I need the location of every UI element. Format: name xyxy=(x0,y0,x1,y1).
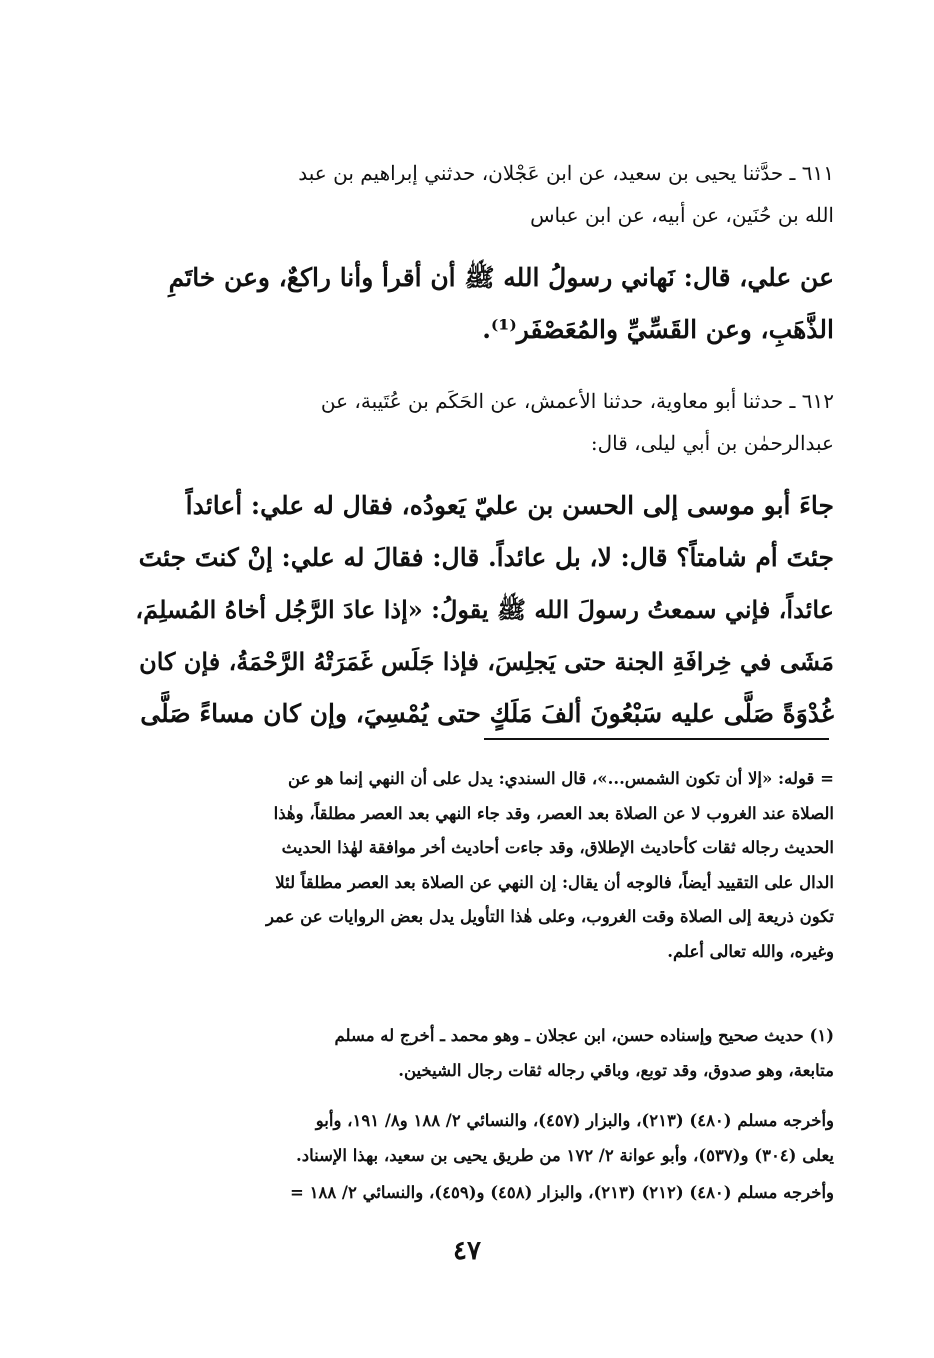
hadith-612-isnad-line: ٦١٢ ـ حدثنا أبو معاوية، حدثنا الأعمش، عن الحَكَم بن عُتَيبة، عن xyxy=(320,389,834,413)
hadith-612-matn-line: عائداً، فإني سمعتُ رسولَ الله ﷺ يقولُ: «إذا عادَ الرَّجُل أخاهُ المُسلِمَ، xyxy=(135,595,834,624)
page-number: ٤٧ xyxy=(453,1236,481,1266)
hadith-612-matn-line: غُدْوَةً صَلَّى عليه سَبْعُونَ ألفَ مَلَكٍ حتى يُمْسِيَ، وإن كان مساءً صَلَّى xyxy=(140,699,834,728)
footnote-line: (١) حديث صحيح وإسناده حسن، ابن عجلان ـ وهو محمد ـ أخرج له مسلم xyxy=(334,1026,834,1045)
footnote-takhrij-2 xyxy=(132,1176,834,1211)
footnote-line: وأخرجه مسلم (٤٨٠) (٢١٢) (٢١٣)، والبزار (٤٥٨) و(٤٥٩)، والنسائي ٢/ ١٨٨ = xyxy=(290,1183,834,1202)
hadith-612-matn xyxy=(132,480,834,740)
footnote-1 xyxy=(132,1019,834,1088)
footnote-line: تكون ذريعة إلى الصلاة وقت الغروب، وعلى هٰذا التأويل يدل بعض الروايات عن عمر xyxy=(265,907,834,926)
hadith-611-isnad-line: ٦١١ ـ حدَّثنا يحيى بن سعيد، عن ابن عَجْلان، حدثني إبراهيم بن عبد xyxy=(298,161,834,185)
footnote-line: متابعة، وهو صدوق، وقد توبع، وباقي رجاله ثقات رجال الشيخين. xyxy=(398,1060,834,1080)
hadith-611-matn-line: عن علي، قال: نَهاني رسولُ الله ﷺ أن أقرأ وأنا راكعٌ، وعن خاتَمِ xyxy=(168,263,834,292)
footnote-divider xyxy=(484,738,829,740)
footnote-line: يعلى (٣٠٤) و(٥٣٧)، وأبو عوانة ٢/ ١٧٢ من طريق يحيى بن سعيد، بهذا الإسناد. xyxy=(296,1145,834,1165)
footnote-line: الصلاة عند الغروب لا عن الصلاة بعد العصر، وقد جاء النهي بعد العصر مطلقاً، وهٰذا xyxy=(273,803,834,823)
hadith-612-matn-line: جئتَ أم شامتاً؟ قال: لا، بل عائداً. قال: فقالَ له علي: إنْ كنتَ جئتَ xyxy=(138,543,834,572)
hadith-612-isnad xyxy=(132,380,834,464)
footnote-line: الدال على التقييد أيضاً، فالوجه أن يقال: إن النهي عن الصلاة بعد العصر مطلقاً لئلا xyxy=(275,872,834,892)
footnote-line: الحديث رجاله ثقات كأحاديث الإطلاق، وقد جاءت أحاديث أخر موافقة لهٰذا الحديث xyxy=(281,838,834,857)
hadith-611-matn xyxy=(132,252,834,356)
hadith-611-isnad-line: الله بن حُنَين، عن أبيه، عن ابن عباس xyxy=(530,203,834,227)
footnote-line: وغيره، والله تعالى أعلم. xyxy=(667,941,834,961)
hadith-612-matn-line: جاءَ أبو موسى إلى الحسن بن عليّ يَعودُه، فقال له علي: أعائداً xyxy=(185,491,834,520)
footnote-line: = قوله: «إلا أن تكون الشمس...»، قال السندي: يدل على أن النهي إنما هو عن xyxy=(288,769,834,788)
hadith-612-isnad-line: عبدالرحمٰن بن أبي ليلى، قال: xyxy=(590,431,834,455)
footnote-continuation xyxy=(132,762,834,969)
hadith-612-matn-line: مَشَى في خِرافَةِ الجنة حتى يَجلِسَ، فإذا جَلَس غَمَرَتْهُ الرَّحْمَةُ، فإن كان xyxy=(139,647,834,676)
footnote-takhrij-1 xyxy=(132,1104,834,1173)
footnote-line: وأخرجه مسلم (٤٨٠) (٢١٣)، والبزار (٤٥٧)، والنسائي ٢/ ١٨٨ و٨/ ١٩١، وأبو xyxy=(315,1111,834,1130)
hadith-611-matn-line: الذَّهَبِ، وعن القَسِّيِّ والمُعَصْفَر⁽¹⁾. xyxy=(482,315,834,344)
hadith-611-isnad xyxy=(132,152,834,236)
